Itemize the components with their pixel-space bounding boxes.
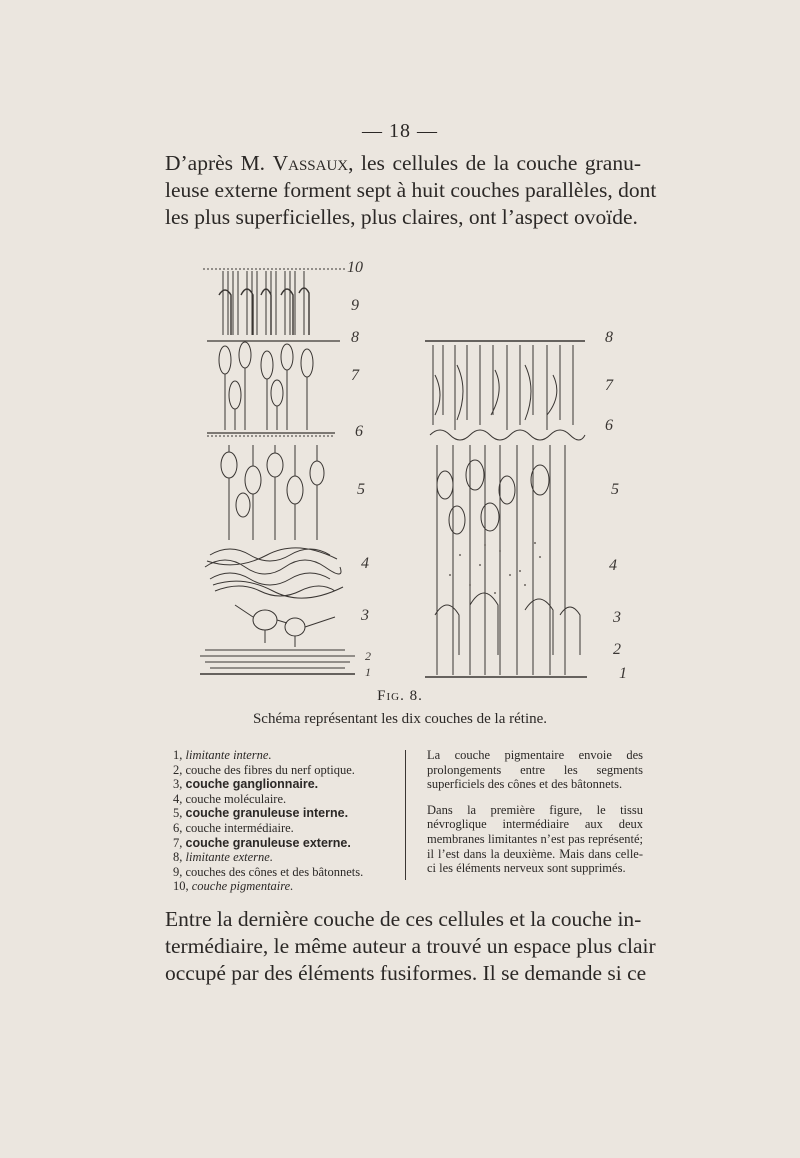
fig-label: 2 <box>613 641 621 658</box>
photoreceptor-layer <box>219 271 309 335</box>
legend-item-number: 4, <box>173 791 183 806</box>
fig-label: 1 <box>619 665 627 682</box>
fig-label: 3 <box>613 609 621 626</box>
paragraph-bottom-line-2: termédiaire, le même auteur a trouvé un espace plus clair <box>165 934 656 958</box>
legend-item-number: 9, <box>173 864 183 879</box>
figure-legend <box>173 748 395 894</box>
retina-figure <box>195 255 645 685</box>
stippling <box>449 542 541 594</box>
fig-label: 3 <box>361 607 369 624</box>
optic-fiber-layer <box>200 650 355 668</box>
legend-item-number: 3, <box>173 777 183 792</box>
neuroglia-diagram <box>425 341 587 677</box>
fig-label: 4 <box>609 557 617 574</box>
inner-granular-cells <box>221 445 324 540</box>
paragraph-bottom-line-1: Entre la dernière couche de ces cellules et la couche in- <box>165 907 642 931</box>
legend-item <box>173 850 395 865</box>
legend-item <box>173 821 395 836</box>
fig-label: 1 <box>365 665 371 679</box>
fig-label: 8 <box>605 329 613 346</box>
legend-item-text: couche des fibres du nerf optique. <box>185 762 355 777</box>
legend-item-text: couche intermédiaire. <box>185 820 294 835</box>
text-run: , les cellules de la couche granu- <box>348 151 641 175</box>
fig-label: 6 <box>605 417 613 434</box>
molecular-layer <box>205 548 343 598</box>
legend-item <box>173 806 395 821</box>
legend-item-text: limitante externe. <box>185 850 273 865</box>
figure-caption-subtitle: Schéma représentant les dix couches de la rétine. <box>252 711 548 727</box>
column-divider <box>405 750 406 880</box>
figure-notes <box>427 748 643 887</box>
paragraph-bottom <box>165 906 656 987</box>
legend-item <box>173 792 395 807</box>
legend-item <box>173 748 395 763</box>
paragraph-bottom-line-3: occupé par des éléments fusiformes. Il se demande si ce <box>165 961 647 985</box>
legend-item-number: 5, <box>173 806 183 821</box>
fig-label: 7 <box>351 367 359 384</box>
legend-item-text: couche ganglionnaire. <box>185 777 319 792</box>
legend-item <box>173 879 395 894</box>
legend-item-text: couche granuleuse externe. <box>185 835 351 850</box>
fig-label: 9 <box>351 297 359 314</box>
fig-label: 10 <box>347 259 363 276</box>
paragraph-top-line-2: leuse externe forment sept à huit couches parallèles, dont <box>165 178 657 202</box>
note-paragraph: La couche pigmentaire envoie des prolongements entre les segments superficiels des cônes et des bâtonnets. <box>427 748 643 792</box>
legend-item-number: 2, <box>173 762 183 777</box>
text-run: D’après M. <box>165 151 266 175</box>
fig-label: 7 <box>605 377 613 394</box>
legend-item <box>173 836 395 851</box>
page-number: — 18 — <box>362 120 438 142</box>
author-name: Vassaux <box>272 151 349 175</box>
fig-label: 4 <box>361 555 369 572</box>
legend-item-number: 8, <box>173 850 183 865</box>
legend-item-text: couche granuleuse interne. <box>185 806 349 821</box>
outer-granular-cells <box>219 342 313 430</box>
legend-item <box>173 763 395 778</box>
legend-item-text: couche moléculaire. <box>185 791 287 806</box>
legend-item-text: couches des cônes et des bâtonnets. <box>185 864 364 879</box>
ganglion-cells <box>235 605 335 647</box>
paragraph-top-line-3: les plus superficielles, plus claires, ont l’aspect ovoïde. <box>165 205 638 229</box>
legend-item <box>173 865 395 880</box>
paragraph-top <box>165 150 657 231</box>
legend-item <box>173 777 395 792</box>
fig-label: 6 <box>355 423 363 440</box>
legend-item-text: couche pigmentaire. <box>191 879 294 894</box>
legend-item-number: 6, <box>173 820 183 835</box>
legend-item-number: 1, <box>173 748 183 762</box>
fig-label: 8 <box>351 329 359 346</box>
fig-label: 5 <box>357 481 365 498</box>
paragraph-top-line-1 <box>165 150 641 177</box>
note-paragraph: Dans la première figure, le tissu névroglique intermédiaire aux deux membranes limitantes n’est pas représenté; il l’est dans la deuxième. Mais dans celle-ci les éléments nerveux sont supprimés. <box>427 802 643 876</box>
figure-caption-title: Fig. 8. <box>377 688 423 704</box>
legend-item-text: limitante interne. <box>185 748 272 762</box>
legend-item-number: 10, <box>173 879 189 894</box>
fig-label: 5 <box>611 481 619 498</box>
retina-illustration <box>195 255 645 685</box>
fig-label: 2 <box>365 649 371 663</box>
legend-item-number: 7, <box>173 835 183 850</box>
